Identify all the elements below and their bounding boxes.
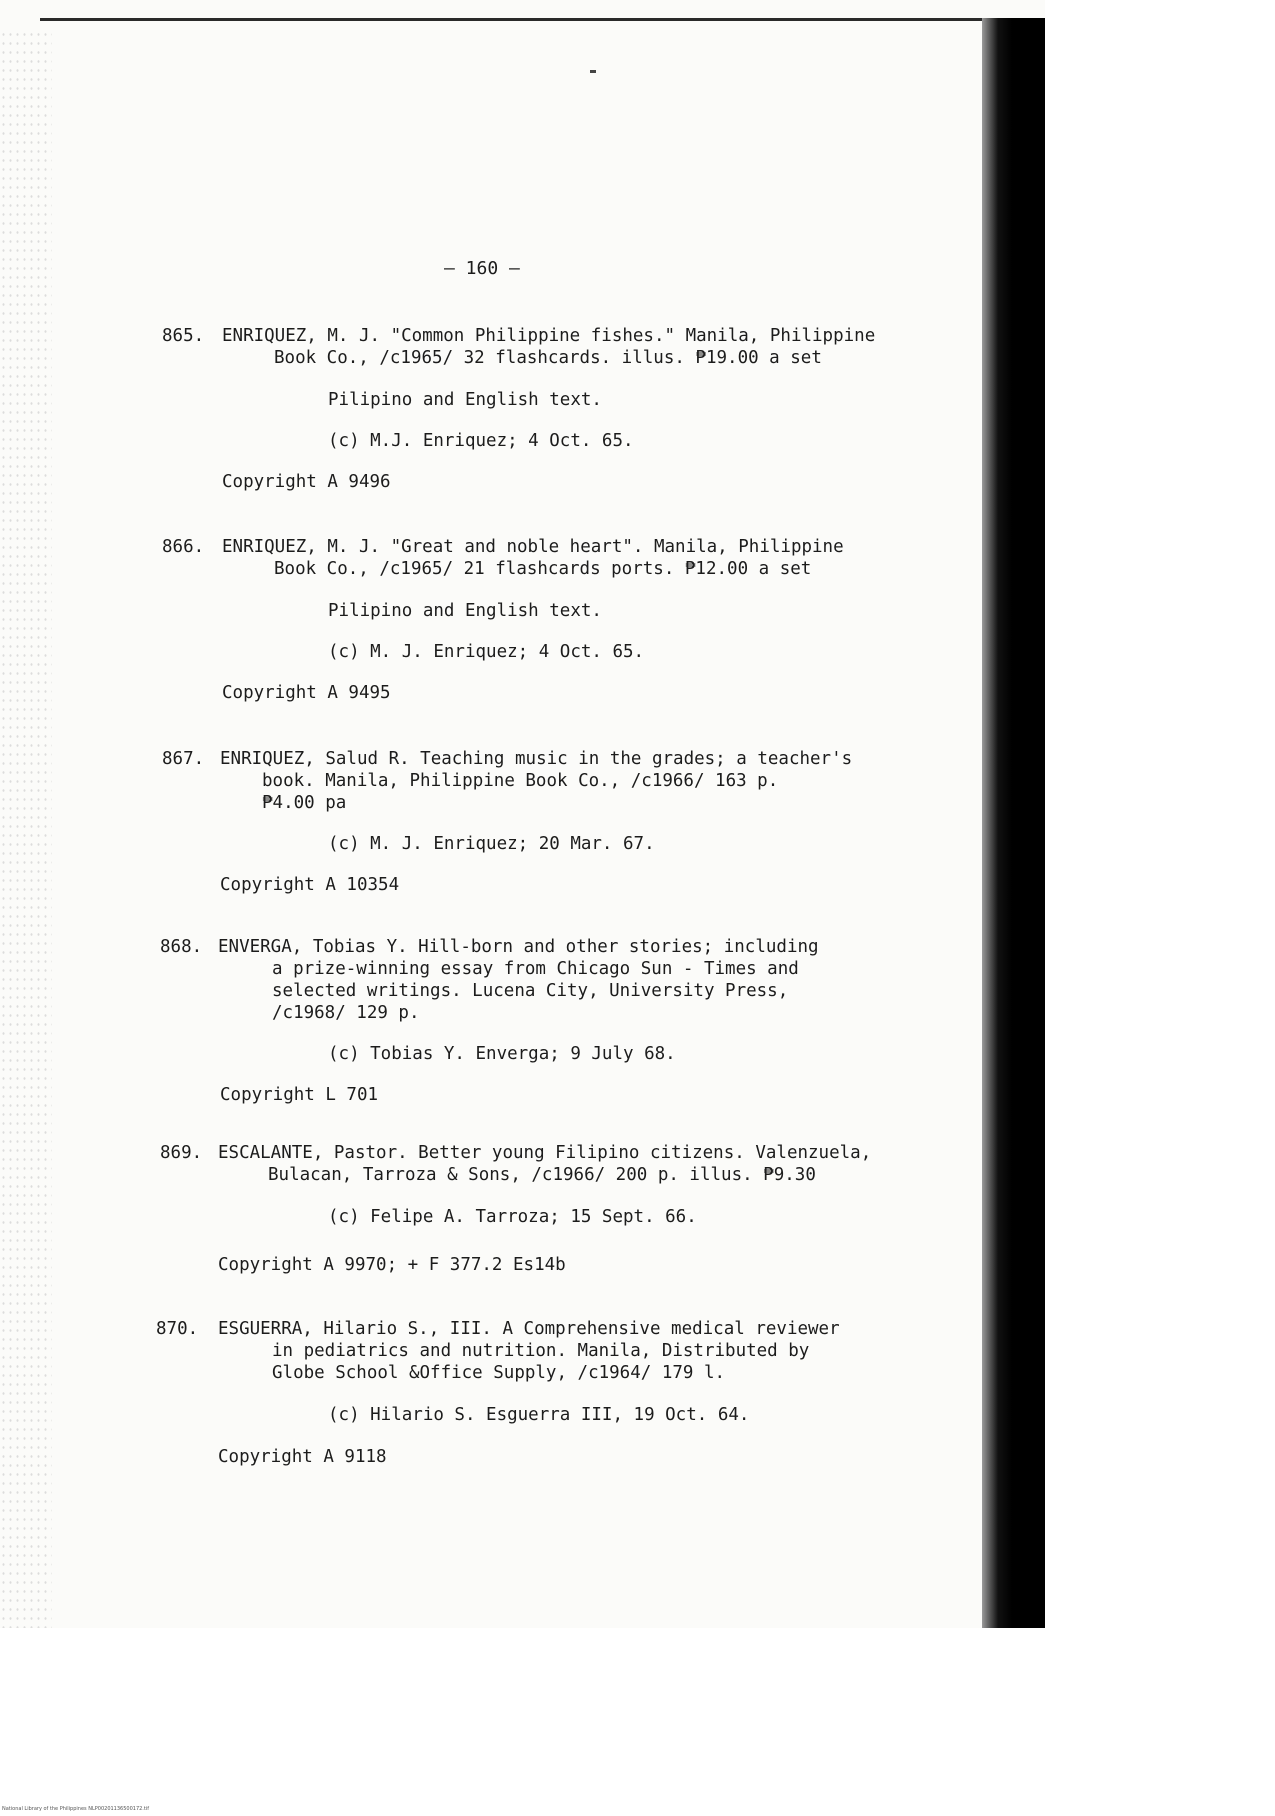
entry-line: a prize-winning essay from Chicago Sun - Times and	[272, 959, 799, 979]
entry-copyright: Copyright A 9970; + F 377.2 Es14b	[218, 1255, 566, 1275]
entry-line: ENVERGA, Tobias Y. Hill-born and other stories; including	[218, 937, 819, 957]
entry-line: ENRIQUEZ, M. J. "Great and noble heart". Manila, Philippine	[222, 537, 844, 557]
entry-line: ESGUERRA, Hilario S., III. A Comprehensive medical reviewer	[218, 1319, 840, 1339]
entry-number: 868.	[160, 937, 203, 957]
entry-line: ₱4.00 pa	[262, 793, 347, 813]
entry-claim: (c) M. J. Enriquez; 4 Oct. 65.	[328, 642, 645, 662]
entry-copyright: Copyright A 9495	[222, 683, 391, 703]
entry-line: ENRIQUEZ, Salud R. Teaching music in the grades; a teacher's	[220, 749, 853, 769]
entry-note: Pilipino and English text.	[328, 601, 602, 621]
entry-line: selected writings. Lucena City, University Press,	[272, 981, 789, 1001]
entry-claim: (c) M.J. Enriquez; 4 Oct. 65.	[328, 431, 634, 451]
entry-claim: (c) Hilario S. Esguerra III, 19 Oct. 64.	[328, 1405, 750, 1425]
entry-line: Bulacan, Tarroza & Sons, /c1966/ 200 p. illus. ₱9.30	[268, 1165, 816, 1185]
scan-speck	[590, 70, 596, 73]
entry-number: 869.	[160, 1143, 203, 1163]
scan-footer: National Library of the Philippines NLP00201136500172.tif	[2, 1806, 150, 1812]
entry-claim: (c) Tobias Y. Enverga; 9 July 68.	[328, 1044, 676, 1064]
entry-copyright: Copyright L 701	[220, 1085, 379, 1105]
entry-number: 867.	[162, 749, 205, 769]
page-number: – 160 –	[444, 258, 520, 279]
entry-number: 865.	[162, 326, 205, 346]
entry-copyright: Copyright A 10354	[220, 875, 400, 895]
entry-copyright: Copyright A 9118	[218, 1447, 387, 1467]
entry-copyright: Copyright A 9496	[222, 472, 391, 492]
entry-line: Book Co., /c1965/ 32 flashcards. illus. ₱19.00 a set	[274, 348, 822, 368]
entry-number: 866.	[162, 537, 205, 557]
entry-line: ENRIQUEZ, M. J. "Common Philippine fishes." Manila, Philippine	[222, 326, 876, 346]
scan-top-edge	[40, 18, 1030, 21]
entry-line: ESCALANTE, Pastor. Better young Filipino citizens. Valenzuela,	[218, 1143, 872, 1163]
entry-claim: (c) M. J. Enriquez; 20 Mar. 67.	[328, 834, 655, 854]
entry-line: Book Co., /c1965/ 21 flashcards ports. ₱12.00 a set	[274, 559, 812, 579]
entry-claim: (c) Felipe A. Tarroza; 15 Sept. 66.	[328, 1207, 697, 1227]
entry-line: /c1968/ 129 p.	[272, 1003, 420, 1023]
entry-number: 870.	[156, 1319, 199, 1339]
entry-note: Pilipino and English text.	[328, 390, 602, 410]
entry-line: in pediatrics and nutrition. Manila, Distributed by	[272, 1341, 810, 1361]
scan-right-edge	[982, 18, 1045, 1628]
scan-noise	[0, 30, 52, 1628]
entry-line: Globe School &Office Supply, /c1964/ 179 l.	[272, 1363, 726, 1383]
entry-line: book. Manila, Philippine Book Co., /c1966/ 163 p.	[262, 771, 779, 791]
